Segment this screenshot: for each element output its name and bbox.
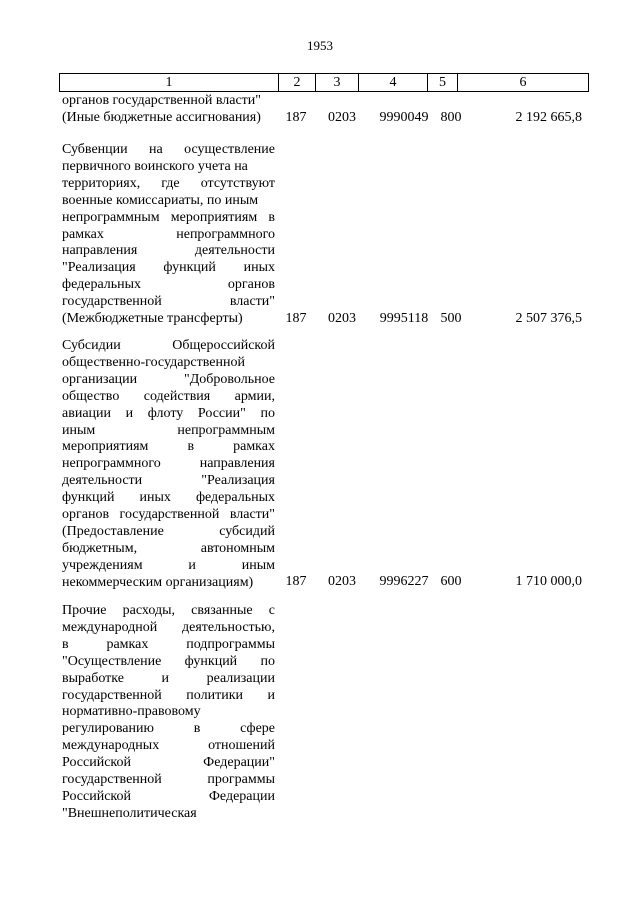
description-line: рамках непрограммного	[62, 226, 275, 242]
description-line: "Внешнеполитическая	[62, 805, 197, 821]
column-header-row	[60, 74, 589, 92]
description-line: мероприятиям в рамках	[62, 439, 275, 455]
column-header-1: 1	[60, 74, 279, 92]
row-description	[62, 93, 275, 127]
cell-section-code: 187	[285, 110, 307, 125]
description-line: непрограммным мероприятиям в	[62, 209, 275, 225]
row-description	[62, 338, 275, 592]
description-line: в рамках подпрограммы	[62, 636, 275, 652]
description-line: некоммерческим организациям)	[62, 574, 254, 590]
description-line: регулированию в сфере	[62, 721, 275, 737]
cell-expense-type: 800	[440, 110, 462, 125]
row-description	[62, 142, 275, 328]
page-number: 1953	[307, 38, 333, 53]
description-line: иным непрограммным	[62, 422, 275, 438]
description-line: бюджетным, автономным	[62, 540, 275, 556]
description-line: Прочие расходы, связанные с	[62, 603, 275, 618]
column-header-5: 5	[428, 74, 458, 92]
description-line: Субвенции на осуществление	[62, 142, 275, 157]
description-line: государственной политики и	[62, 687, 275, 703]
description-line: направления деятельности	[62, 243, 275, 259]
description-line: органов государственной власти"	[62, 507, 275, 523]
row-description	[62, 603, 275, 823]
cell-subsection-code: 0203	[328, 311, 356, 326]
column-header-4: 4	[359, 74, 428, 92]
description-line: учреждениям и иным	[62, 557, 275, 573]
description-line: "Реализация функций иных	[62, 260, 275, 276]
description-line: непрограммного направления	[62, 456, 275, 472]
description-line: первичного воинского учета на	[62, 158, 248, 174]
cell-section-code: 187	[285, 574, 307, 589]
description-line: нормативно-правовому	[62, 704, 201, 720]
description-line: Российской Федерации"	[62, 755, 275, 771]
cell-amount: 2 192 665,8	[515, 110, 582, 125]
cell-subsection-code: 0203	[328, 110, 356, 125]
cell-amount: 2 507 376,5	[515, 311, 582, 326]
description-line: (Межбюджетные трансферты)	[62, 311, 243, 327]
column-header-2: 2	[279, 74, 316, 92]
cell-target-article: 9995118	[379, 311, 429, 326]
column-header-6: 6	[458, 74, 589, 92]
cell-section-code: 187	[285, 311, 307, 326]
description-line: международной деятельностью,	[62, 619, 275, 635]
cell-expense-type: 500	[440, 311, 462, 326]
description-line: (Предоставление субсидий	[62, 523, 275, 539]
description-line: функций иных федеральных	[62, 490, 275, 506]
description-line: организации "Добровольное	[62, 371, 275, 387]
description-line: международных отношений	[62, 738, 275, 754]
cell-subsection-code: 0203	[328, 574, 356, 589]
description-line: федеральных органов	[62, 277, 275, 293]
description-line: государственной власти"	[62, 294, 275, 310]
description-line: общественно-государственной	[62, 354, 245, 370]
description-line: "Осуществление функций по	[62, 653, 275, 669]
description-line: государственной программы	[62, 772, 275, 788]
cell-expense-type: 600	[440, 574, 462, 589]
description-line: Субсидии Общероссийской	[62, 338, 275, 353]
cell-amount: 1 710 000,0	[515, 574, 582, 589]
cell-target-article: 9990049	[379, 110, 429, 125]
description-line: авиации и флоту России" по	[62, 405, 275, 421]
cell-target-article: 9996227	[379, 574, 429, 589]
description-line: военные комиссариаты, по иным	[62, 192, 259, 208]
description-line: общество содействия армии,	[62, 388, 275, 404]
column-header-3: 3	[316, 74, 359, 92]
description-line: деятельности "Реализация	[62, 473, 275, 489]
description-line: Российской Федерации	[62, 788, 275, 804]
description-line: органов государственной власти"	[62, 93, 262, 108]
description-line: (Иные бюджетные ассигнования)	[62, 109, 261, 125]
column-header-table	[59, 73, 589, 92]
description-line: выработке и реализации	[62, 670, 275, 686]
description-line: территориях, где отсутствуют	[62, 175, 275, 191]
